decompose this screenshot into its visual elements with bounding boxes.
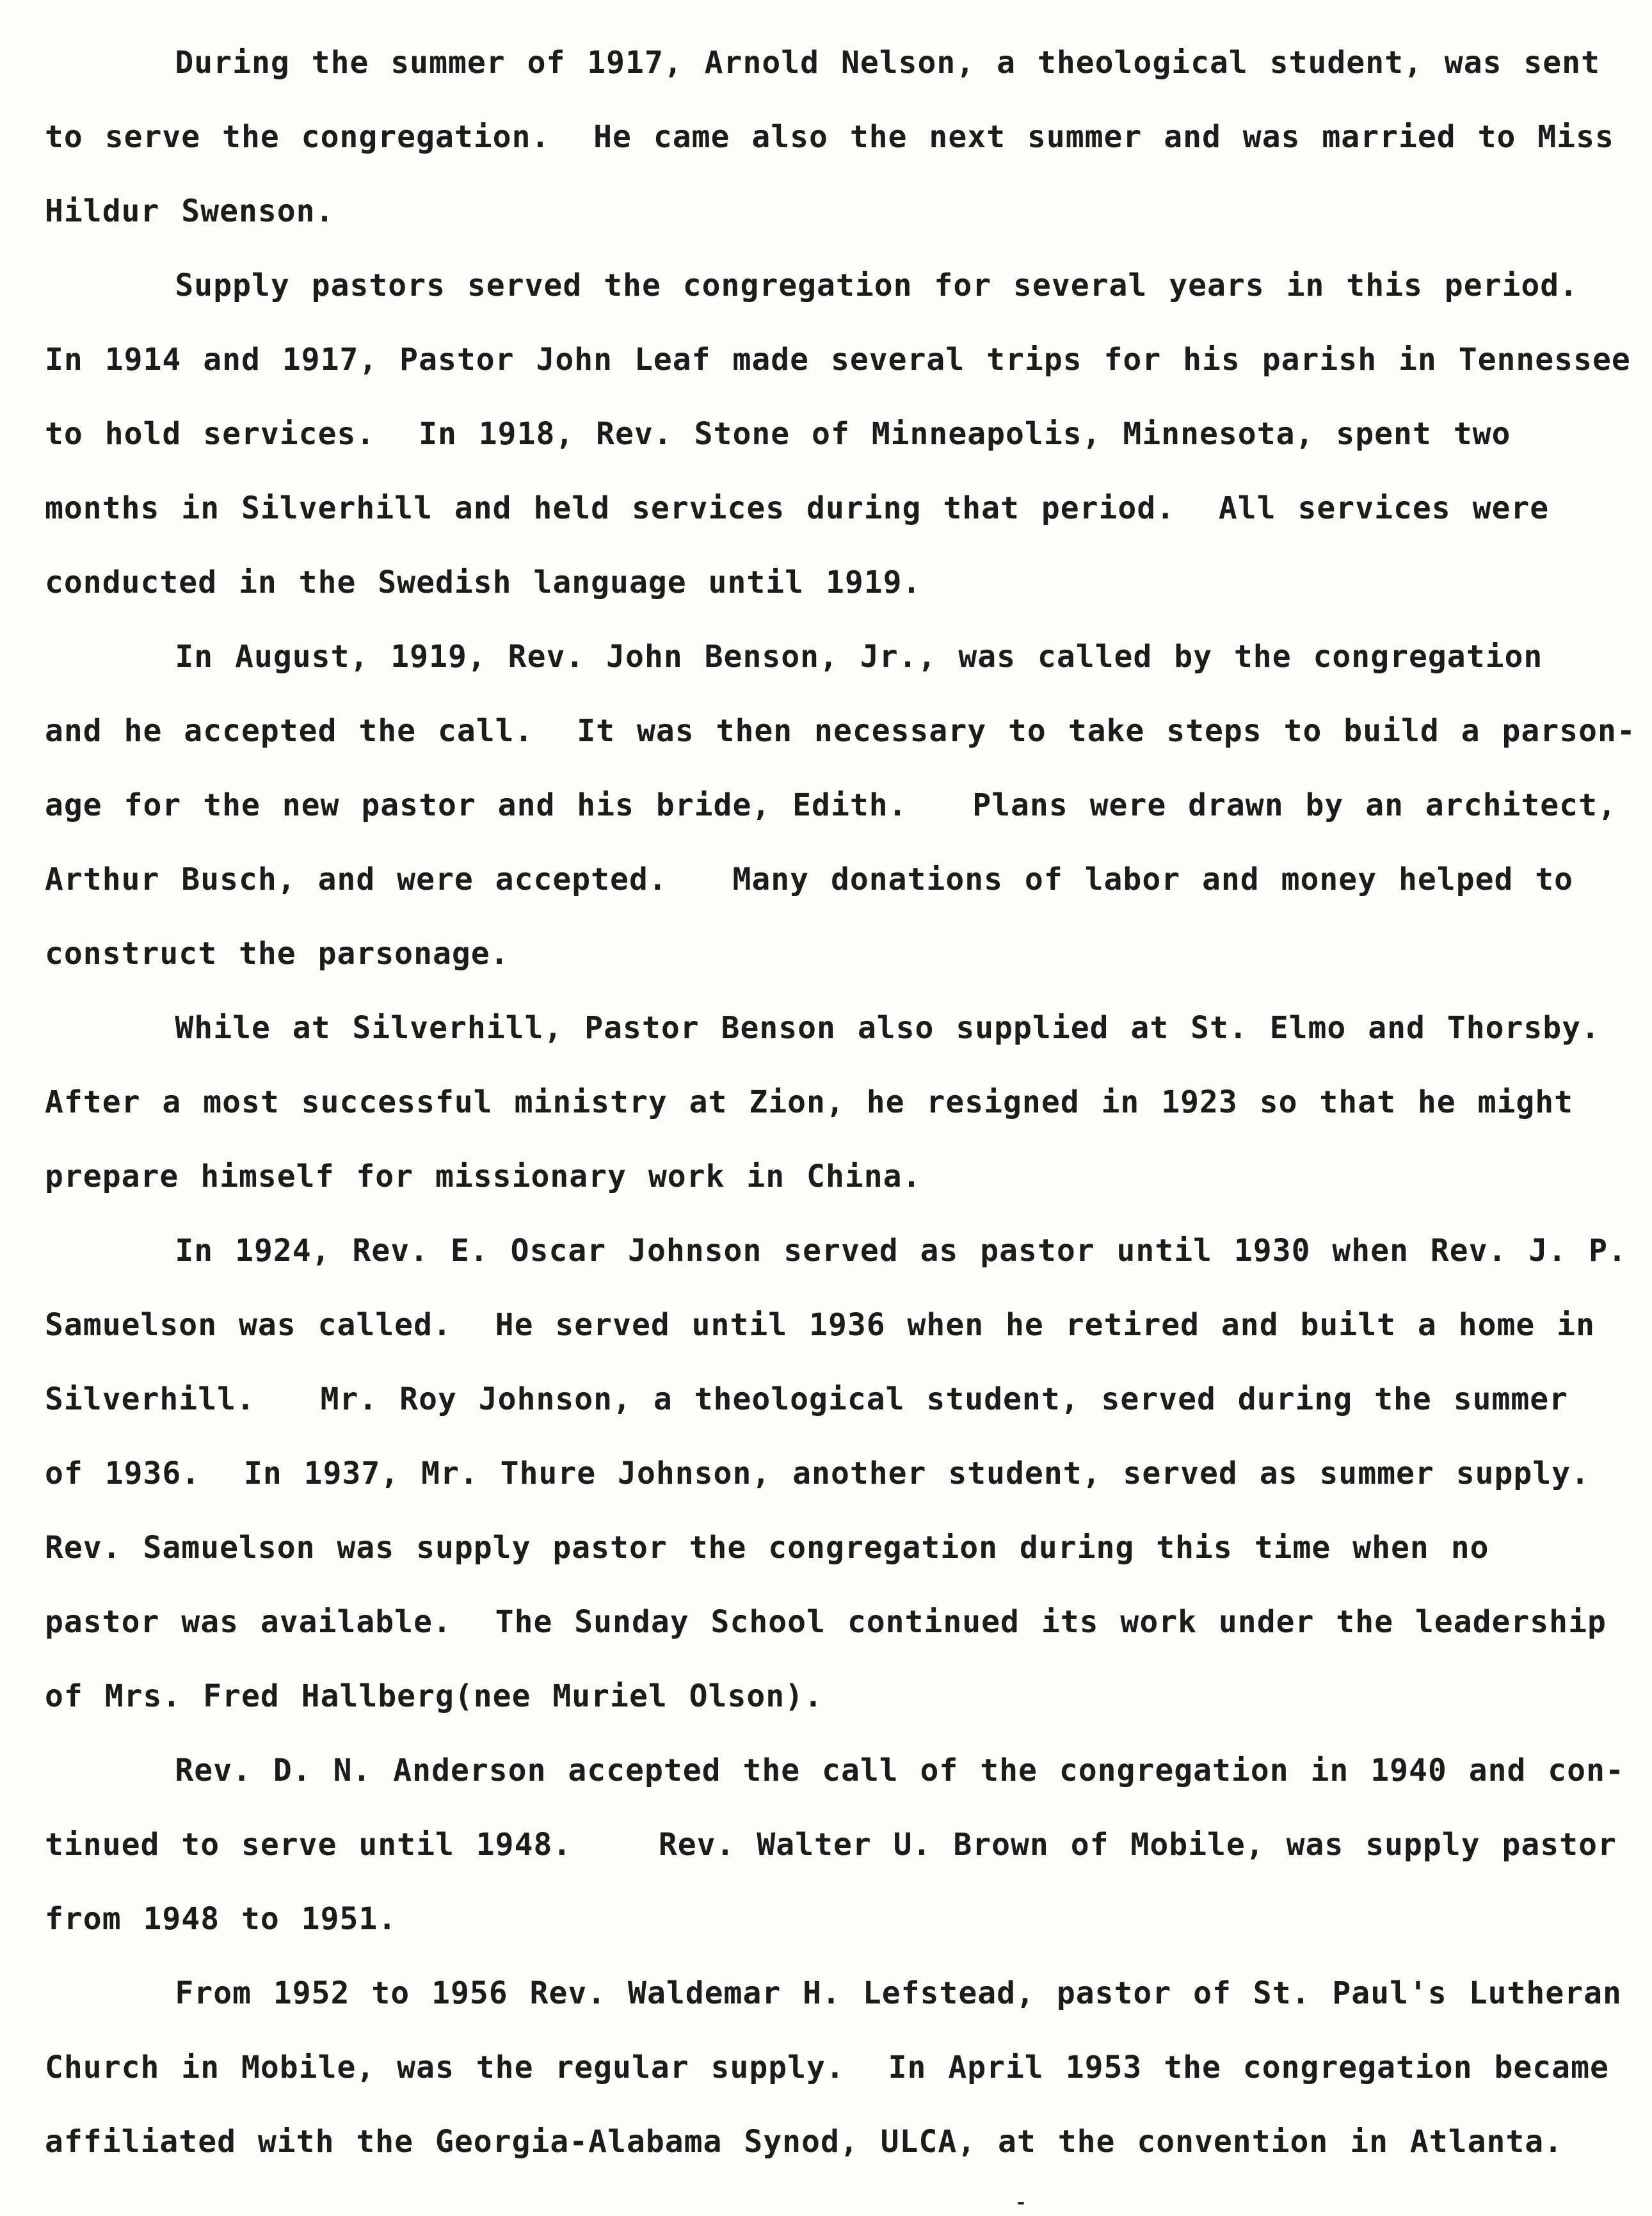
text-line: months in Silverhill and held services during that period. All services were — [45, 490, 1550, 526]
text-line: of 1936. In 1937, Mr. Thure Johnson, another student, served as summer supply. — [45, 1456, 1590, 1491]
text-line: of Mrs. Fred Hallberg(nee Muriel Olson). — [45, 1678, 823, 1714]
paragraph-john-benson — [45, 620, 1636, 991]
text-line: Rev. D. N. Anderson accepted the call of the congregation in 1940 and con- — [45, 1753, 1624, 1788]
typewritten-text — [45, 26, 1636, 2179]
text-line: In 1914 and 1917, Pastor John Leaf made several trips for his parish in Tennessee — [45, 342, 1631, 378]
text-line: Samuelson was called. He served until 1936 when he retired and built a home in — [45, 1307, 1595, 1343]
text-line: to serve the congregation. He came also the next summer and was married to Miss — [45, 119, 1614, 155]
text-line: age for the new pastor and his bride, Edith. Plans were drawn by an architect, — [45, 787, 1617, 823]
text-line: construct the parsonage. — [45, 936, 509, 972]
text-line: Arthur Busch, and were accepted. Many donations of labor and money helped to — [45, 862, 1574, 897]
text-line: to hold services. In 1918, Rev. Stone of Minneapolis, Minnesota, spent two — [45, 416, 1511, 452]
paragraph-benson-ministry — [45, 991, 1607, 1214]
text-line: and he accepted the call. It was then necessary to take steps to build a parson- — [45, 713, 1636, 749]
paragraph-oscar-johnson — [45, 1214, 1627, 1733]
text-line: Hildur Swenson. — [45, 193, 335, 229]
text-line: affiliated with the Georgia-Alabama Synod, ULCA, at the convention in Atlanta. — [45, 2124, 1564, 2160]
text-line: While at Silverhill, Pastor Benson also supplied at St. Elmo and Thorsby. — [45, 1010, 1600, 1046]
text-line: After a most successful ministry at Zion, he resigned in 1923 so that he might — [45, 1084, 1574, 1120]
paragraph-dn-anderson — [45, 1733, 1624, 1956]
text-line: From 1952 to 1956 Rev. Waldemar H. Lefstead, pastor of St. Paul's Lutheran — [45, 1975, 1622, 2011]
text-line: from 1948 to 1951. — [45, 1901, 397, 1937]
paragraph-supply-pastors — [45, 248, 1631, 620]
text-line: Supply pastors served the congregation for several years in this period. — [45, 268, 1579, 303]
scan-speck — [1018, 2202, 1024, 2204]
text-line: Silverhill. Mr. Roy Johnson, a theological student, served during the summer — [45, 1381, 1569, 1417]
text-line: In August, 1919, Rev. John Benson, Jr., was called by the congregation — [45, 639, 1543, 675]
text-line: conducted in the Swedish language until 1919. — [45, 565, 922, 600]
paragraph-arnold-nelson — [45, 26, 1614, 248]
text-line: tinued to serve until 1948. Rev. Walter U. Brown of Mobile, was supply pastor — [45, 1827, 1617, 1863]
text-line: In 1924, Rev. E. Oscar Johnson served as pastor until 1930 when Rev. J. P. — [45, 1233, 1627, 1269]
text-line: Church in Mobile, was the regular supply. In April 1953 the congregation became — [45, 2050, 1609, 2085]
text-line: During the summer of 1917, Arnold Nelson, a theological student, was sent — [45, 45, 1600, 81]
paragraph-lefstead — [45, 1956, 1622, 2179]
text-line: Rev. Samuelson was supply pastor the congregation during this time when no — [45, 1530, 1489, 1566]
text-line: prepare himself for missionary work in China. — [45, 1159, 922, 1194]
text-line: pastor was available. The Sunday School continued its work under the leadership — [45, 1604, 1607, 1640]
